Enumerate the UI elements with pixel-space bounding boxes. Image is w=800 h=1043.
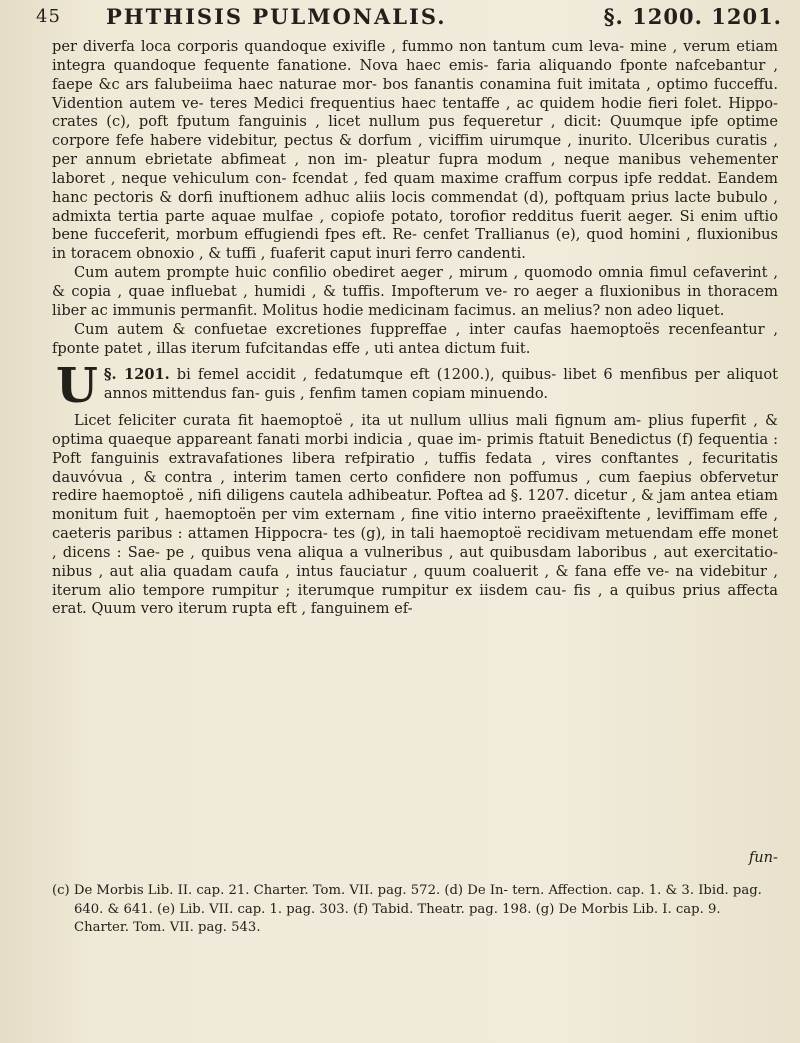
running-head [36, 2, 782, 36]
paragraph-4: Licet feliciter curata fit haemoptoë , ita ut nullum ullius mali fignum am- plius fuperfit , & optima quaeque appareant fanati morbi indicia , quae im- primis ftatuit Benedictus (f) fequentia : Poft fanguinis extravafationes libera refpiratio , tuffis fedata , vires conftantes , fecuritatis dauvóvua , & contra , interim tamen certo confidere non poffumus , cum faepius obfervetur redire haemoptoë , nifi diligens cautela adhibeatur. Poftea ad §. 1207. dicetur , & jam antea etiam monitum fuit , haemoptoën per vim externam , fine vitio interno praeëxiftente , leviffimam effe , caeteris paribus : attamen Hippocra- tes (g), in tali haemoptoë recidivam metuendam effe monet , dicens : Sae- pe , quibus vena aliqua a vulneribus , aut quibusdam laboribus , aut exercitatio- nibus , aut alia quadam caufa , intus fauciatur , quum coaluerit , & fana effe ve- na videbitur , iterum alio tempore rumpitur ; iterumque rumpitur ex iisdem cau- fis , a quibus prius affecta erat. Quum vero iterum rupta eft , fanguinem ef- [52, 412, 778, 618]
section-gap [52, 404, 778, 412]
page-title: PHTHISIS PULMONALIS. [106, 4, 447, 29]
main-text [52, 38, 778, 619]
footnotes [52, 882, 778, 938]
paragraph-1: per diverfa loca corporis quandoque exivifle , fummo non tantum cum leva- mine , verum etiam integra quandoque fequente fanatione. Nova haec emis- faria aliquando fponte nafcebantur , faepe &c ars falubeiima haec naturae mor- bos fanantis conamina fuit imitata , optimo fucceffu. Vidention autem ve- teres Medici frequentius haec tentaffe , ac quidem hodie fieri folet. Hippo- crates (c), poft fputum fanguinis , licet nullum pus fequeretur , dicit: Quumque ipfe optime corpore fefe habere videbitur, pectus & dorfum , viciffim uirumque , inurito. Ulceribus curatis , per annum ebrietate abfimeat , non im- pleatur fupra modum , neque manibus vehementer laboret , neque vehiculum con- fcendat , fed quam maxime craffum corpus ipfe reddat. Eandem hanc pectoris & dorfi inuftionem adhuc aliis locis commendat (d), poftquam prius lacte bubulo , admixta tertia parte aquae mulfae , copiofe potato, torofior redditus fuerit aeger. Si enim uftio bene fucceferit, morbum effugiendi fpes eft. Re- cenfet Trallianus (e), quod homini , fluxionibus in toracem obnoxio , & tuffi , fuaferit caput inuri ferro candenti. [52, 38, 778, 263]
section-1201-text: bi femel accidit , fedatumque eft (1200.), quibus- libet 6 menfibus per aliquot annos mittendus fan- guis , fenfim tamen copiam minuendo. [103, 366, 779, 403]
page-number: 45 [36, 6, 61, 27]
paragraph-3: Cum autem & confuetae excretiones fuppreffae , inter caufas haemoptoës recenfeantur , fponte patet , illas iterum fufcitandas effe , uti antea dictum fuit. [52, 320, 778, 357]
section-number: §. 1201. [103, 366, 170, 384]
catchword: fun- [748, 849, 778, 866]
footnote: (c) De Morbis Lib. II. cap. 21. Charter. Tom. VII. pag. 572. (d) De In- tern. Affection. cap. 1. & 3. Ibid. pag. 640. & 641. (e) Lib. VII. cap. 1. pag. 303. (f) Tabid. Theatr. pag. 198. (g) De Morbis Lib. I. cap. 9. Charter. Tom. VII. pag. 543. [52, 883, 762, 935]
paragraph-2: Cum autem prompte huic confilio obediret aeger , mirum , quomodo omnia fimul cefaverint , & copia , quae influebat , humidi , & tuffis. Impofterum ve- ro aeger a fluxionibus in thoracem liber ac immunis permanfit. Molitus hodie medicinam facimus. an melius? non adeo liquet. [52, 264, 778, 319]
section-range: §. 1200. 1201. [603, 4, 782, 29]
drop-cap: U [56, 358, 98, 415]
section-1201 [52, 358, 779, 415]
